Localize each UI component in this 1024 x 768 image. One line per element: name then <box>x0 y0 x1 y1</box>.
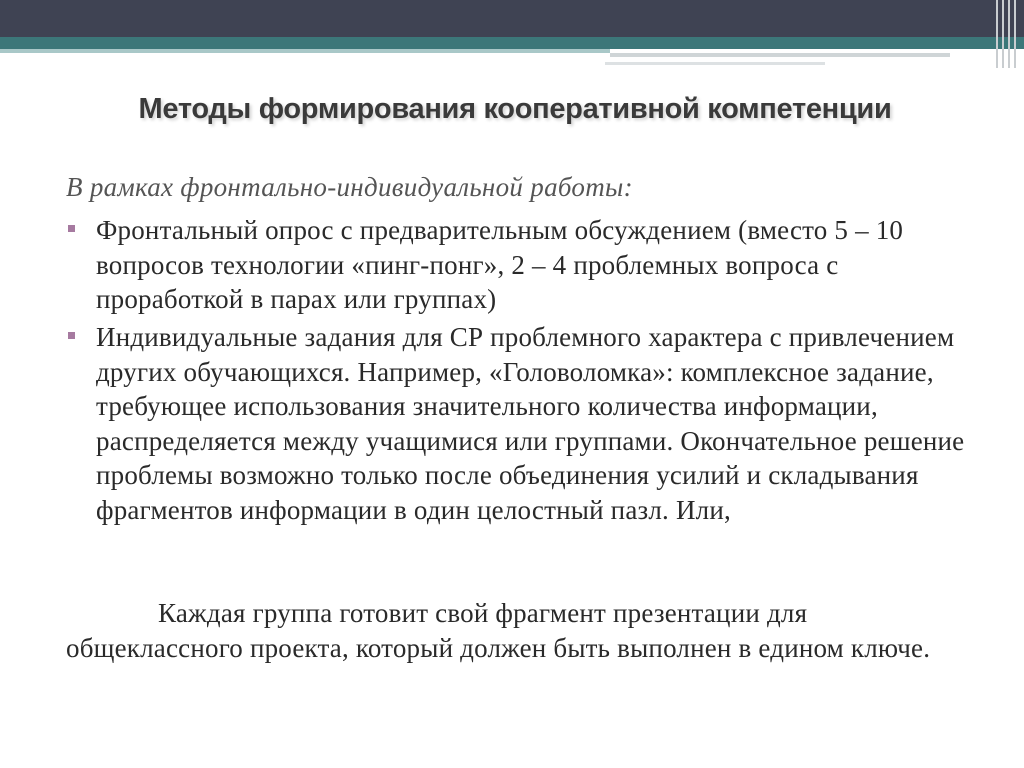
bullet-square-icon <box>68 332 75 339</box>
header-dark-band <box>0 0 1024 37</box>
header-teal-band <box>0 37 1024 49</box>
bullet-item <box>66 213 966 317</box>
slide-subtitle: В рамках фронтально-индивидуальной работы: <box>66 172 633 202</box>
bullet-text: Индивидуальные задания для СР проблемного характера с привлечением других обучающихся. Например, «Головоломка»: комплексное задание, требующее использования значительного количества информации, распределяется между учащимися или группами. Окончательное решение проблемы возможно только после объединения усилий и складывания фрагментов информации в один целостный пазл. Или, <box>96 322 965 525</box>
body-paragraph: Каждая группа готовит свой фрагмент презентации для общеклассного проекта, который должен быть выполнен в едином ключе. <box>66 598 931 663</box>
slide-title: Методы формирования кооперативной компетенции <box>138 93 892 125</box>
bullet-item <box>66 320 966 527</box>
header-light-stripe <box>0 49 610 53</box>
header-decorative-lines <box>990 0 1024 68</box>
header-gray-line <box>610 53 950 57</box>
bullet-square-icon <box>68 225 75 232</box>
header-gray-line-thin <box>605 62 825 65</box>
bullet-text: Фронтальный опрос с предварительным обсуждением (вместо 5 – 10 вопросов технологии «пинг-понг», 2 – 4 проблемных вопроса с проработкой в парах или группах) <box>96 215 904 314</box>
